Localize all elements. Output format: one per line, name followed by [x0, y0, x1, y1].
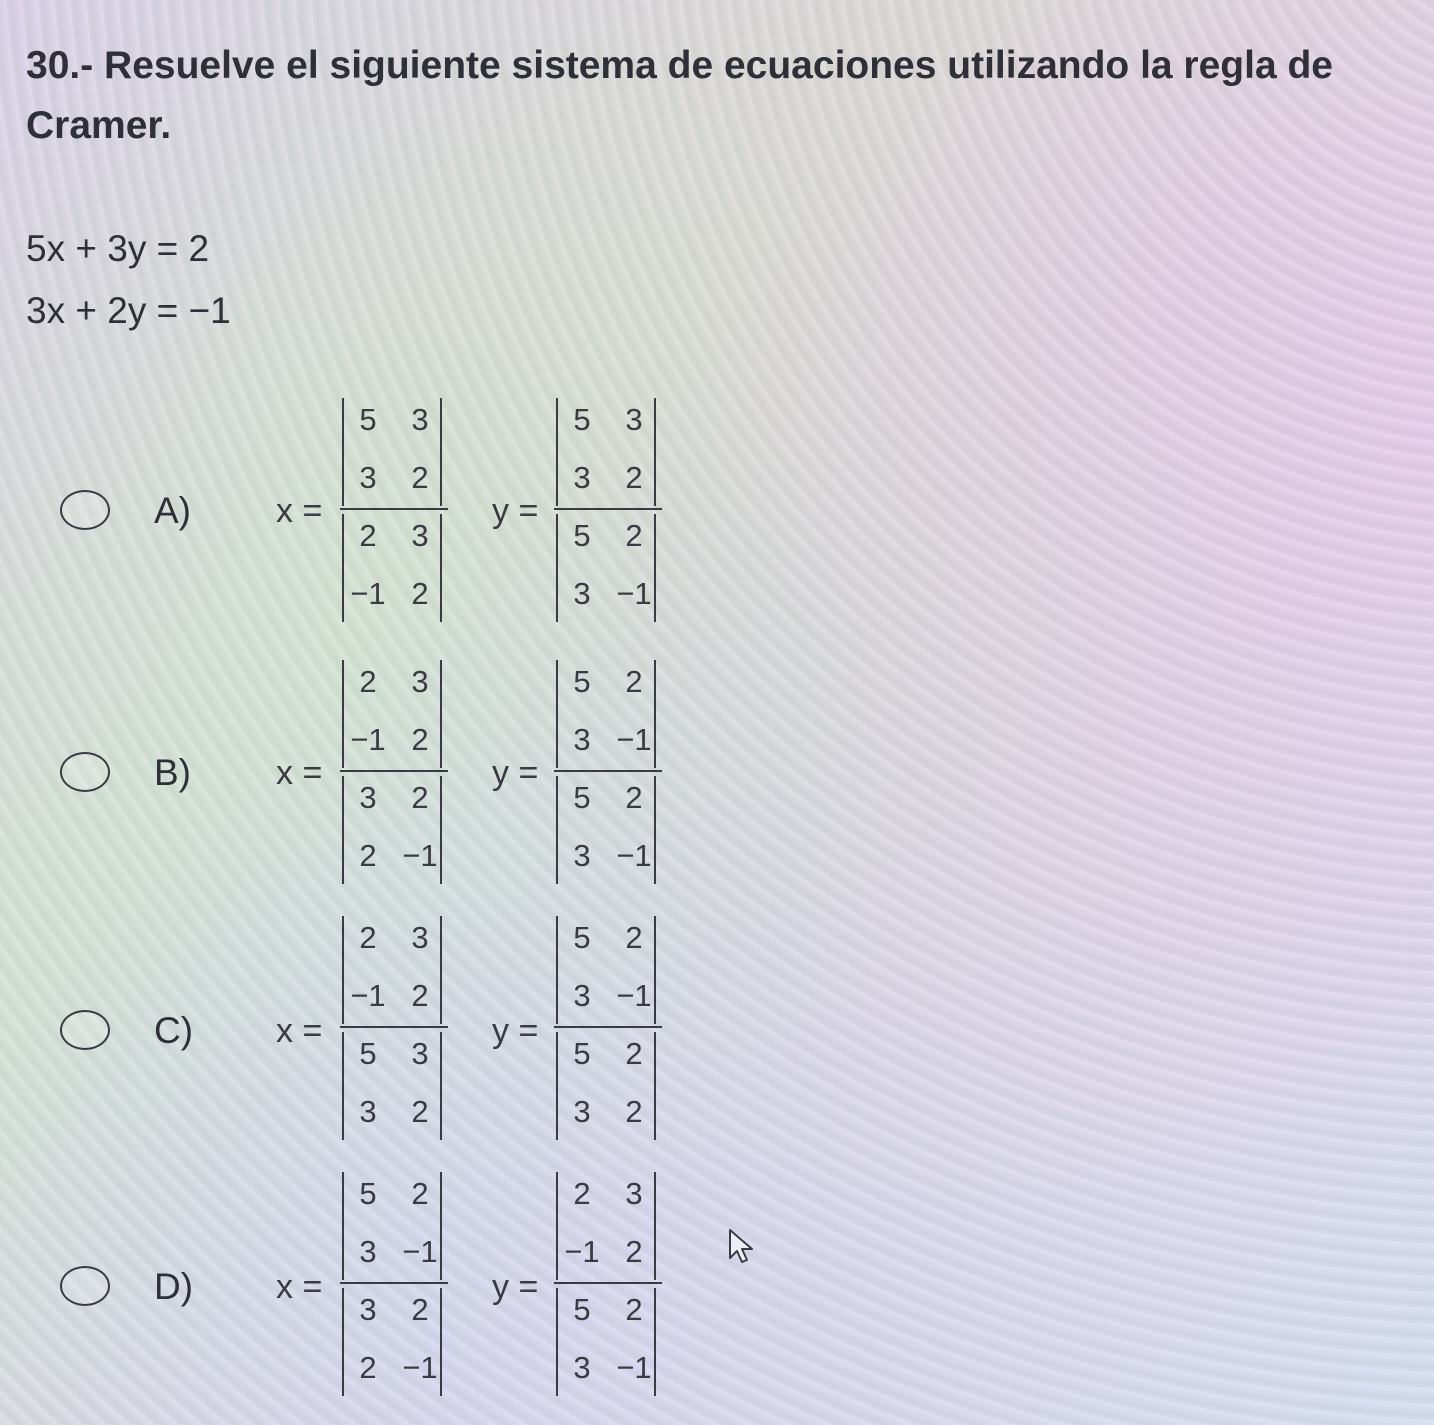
det-cell: 5: [359, 402, 377, 437]
radio-circle-icon[interactable]: [60, 1010, 110, 1050]
fraction-bar: [554, 770, 662, 772]
det-cell: 5: [573, 920, 591, 955]
equation-1: 5x + 3y = 2: [26, 228, 210, 269]
option-label: A): [154, 490, 191, 531]
det-cell: 3: [625, 402, 643, 437]
y-equals: y =: [492, 754, 539, 792]
option-b[interactable]: [60, 660, 700, 900]
det-cell: 5: [573, 518, 591, 553]
y-denominator-determinant: [556, 776, 656, 884]
x-numerator-determinant: [342, 1172, 442, 1280]
det-cell: 2: [411, 1176, 429, 1211]
det-cell: 3: [359, 780, 377, 815]
det-cell: 2: [411, 1292, 429, 1327]
det-cell: 2: [411, 1094, 429, 1129]
det-cell: 3: [359, 460, 377, 495]
det-cell: 2: [411, 780, 429, 815]
x-numerator-determinant: [342, 398, 442, 506]
det-cell: −1: [616, 576, 652, 611]
x-equals: x =: [276, 1012, 323, 1050]
fraction-bar: [554, 508, 662, 510]
det-cell: 2: [625, 1094, 643, 1129]
det-cell: −1: [350, 978, 386, 1013]
option-label: C): [154, 1010, 194, 1051]
det-cell: −1: [402, 1350, 438, 1385]
det-cell: 2: [625, 460, 643, 495]
det-cell: 3: [625, 1176, 643, 1211]
y-denominator-determinant: [556, 1032, 656, 1140]
det-cell: 2: [411, 722, 429, 757]
det-cell: 5: [573, 780, 591, 815]
y-equals: y =: [492, 492, 539, 530]
det-cell: 3: [359, 1292, 377, 1327]
det-cell: 3: [573, 722, 591, 757]
question-title: 30.- Resuelve el siguiente sistema de ecuaciones utilizando la regla de Cramer.: [26, 44, 1333, 147]
det-cell: 2: [359, 1350, 377, 1385]
option-a[interactable]: [60, 398, 700, 638]
x-numerator-determinant: [342, 916, 442, 1024]
det-cell: −1: [616, 978, 652, 1013]
det-cell: 2: [411, 576, 429, 611]
det-cell: 2: [411, 978, 429, 1013]
fraction-bar: [554, 1282, 662, 1284]
y-denominator-determinant: [556, 514, 656, 622]
det-cell: −1: [616, 1350, 652, 1385]
det-cell: −1: [402, 838, 438, 873]
det-cell: −1: [350, 722, 386, 757]
det-cell: 3: [573, 978, 591, 1013]
det-cell: 3: [573, 576, 591, 611]
x-equals: x =: [276, 1268, 323, 1306]
det-cell: 2: [573, 1176, 591, 1211]
x-denominator-determinant: [342, 1288, 442, 1396]
y-equals: y =: [492, 1268, 539, 1306]
det-cell: 2: [359, 920, 377, 955]
option-label: B): [154, 752, 191, 793]
fraction-bar: [340, 770, 448, 772]
fraction-bar: [554, 1026, 662, 1028]
det-cell: 2: [625, 518, 643, 553]
det-cell: −1: [616, 838, 652, 873]
det-cell: 3: [411, 664, 429, 699]
det-cell: 5: [573, 1036, 591, 1071]
det-cell: 3: [359, 1094, 377, 1129]
x-equals: x =: [276, 492, 323, 530]
det-cell: −1: [402, 1234, 438, 1269]
radio-circle-icon[interactable]: [60, 490, 110, 530]
det-cell: 2: [625, 664, 643, 699]
det-cell: 3: [573, 838, 591, 873]
det-cell: 3: [359, 1234, 377, 1269]
det-cell: 2: [359, 518, 377, 553]
option-label: D): [154, 1266, 194, 1307]
det-cell: 2: [359, 838, 377, 873]
det-cell: 3: [573, 460, 591, 495]
det-cell: 2: [625, 920, 643, 955]
x-equals: x =: [276, 754, 323, 792]
x-denominator-determinant: [342, 514, 442, 622]
y-numerator-determinant: [556, 916, 656, 1024]
option-c[interactable]: [60, 916, 700, 1156]
det-cell: −1: [564, 1234, 600, 1269]
det-cell: −1: [350, 576, 386, 611]
det-cell: 2: [411, 460, 429, 495]
equation-2: 3x + 2y = −1: [26, 290, 231, 331]
det-cell: 3: [411, 518, 429, 553]
det-cell: 5: [573, 664, 591, 699]
option-d[interactable]: [60, 1172, 700, 1412]
det-cell: 3: [411, 402, 429, 437]
det-cell: 2: [625, 1292, 643, 1327]
det-cell: 3: [573, 1350, 591, 1385]
det-cell: 2: [625, 1234, 643, 1269]
det-cell: 5: [573, 402, 591, 437]
det-cell: 5: [573, 1292, 591, 1327]
fraction-bar: [340, 508, 448, 510]
fraction-bar: [340, 1026, 448, 1028]
y-numerator-determinant: [556, 660, 656, 768]
det-cell: 2: [625, 780, 643, 815]
y-numerator-determinant: [556, 398, 656, 506]
radio-circle-icon[interactable]: [60, 1266, 110, 1306]
det-cell: 3: [573, 1094, 591, 1129]
det-cell: 2: [359, 664, 377, 699]
radio-circle-icon[interactable]: [60, 752, 110, 792]
fraction-bar: [340, 1282, 448, 1284]
det-cell: 5: [359, 1176, 377, 1211]
y-denominator-determinant: [556, 1288, 656, 1396]
y-numerator-determinant: [556, 1172, 656, 1280]
x-denominator-determinant: [342, 776, 442, 884]
det-cell: 2: [625, 1036, 643, 1071]
x-numerator-determinant: [342, 660, 442, 768]
x-denominator-determinant: [342, 1032, 442, 1140]
det-cell: 3: [411, 920, 429, 955]
det-cell: −1: [616, 722, 652, 757]
equation-system: [26, 218, 231, 342]
y-equals: y =: [492, 1012, 539, 1050]
det-cell: 5: [359, 1036, 377, 1071]
mouse-pointer-icon: [728, 1228, 758, 1264]
det-cell: 3: [411, 1036, 429, 1071]
